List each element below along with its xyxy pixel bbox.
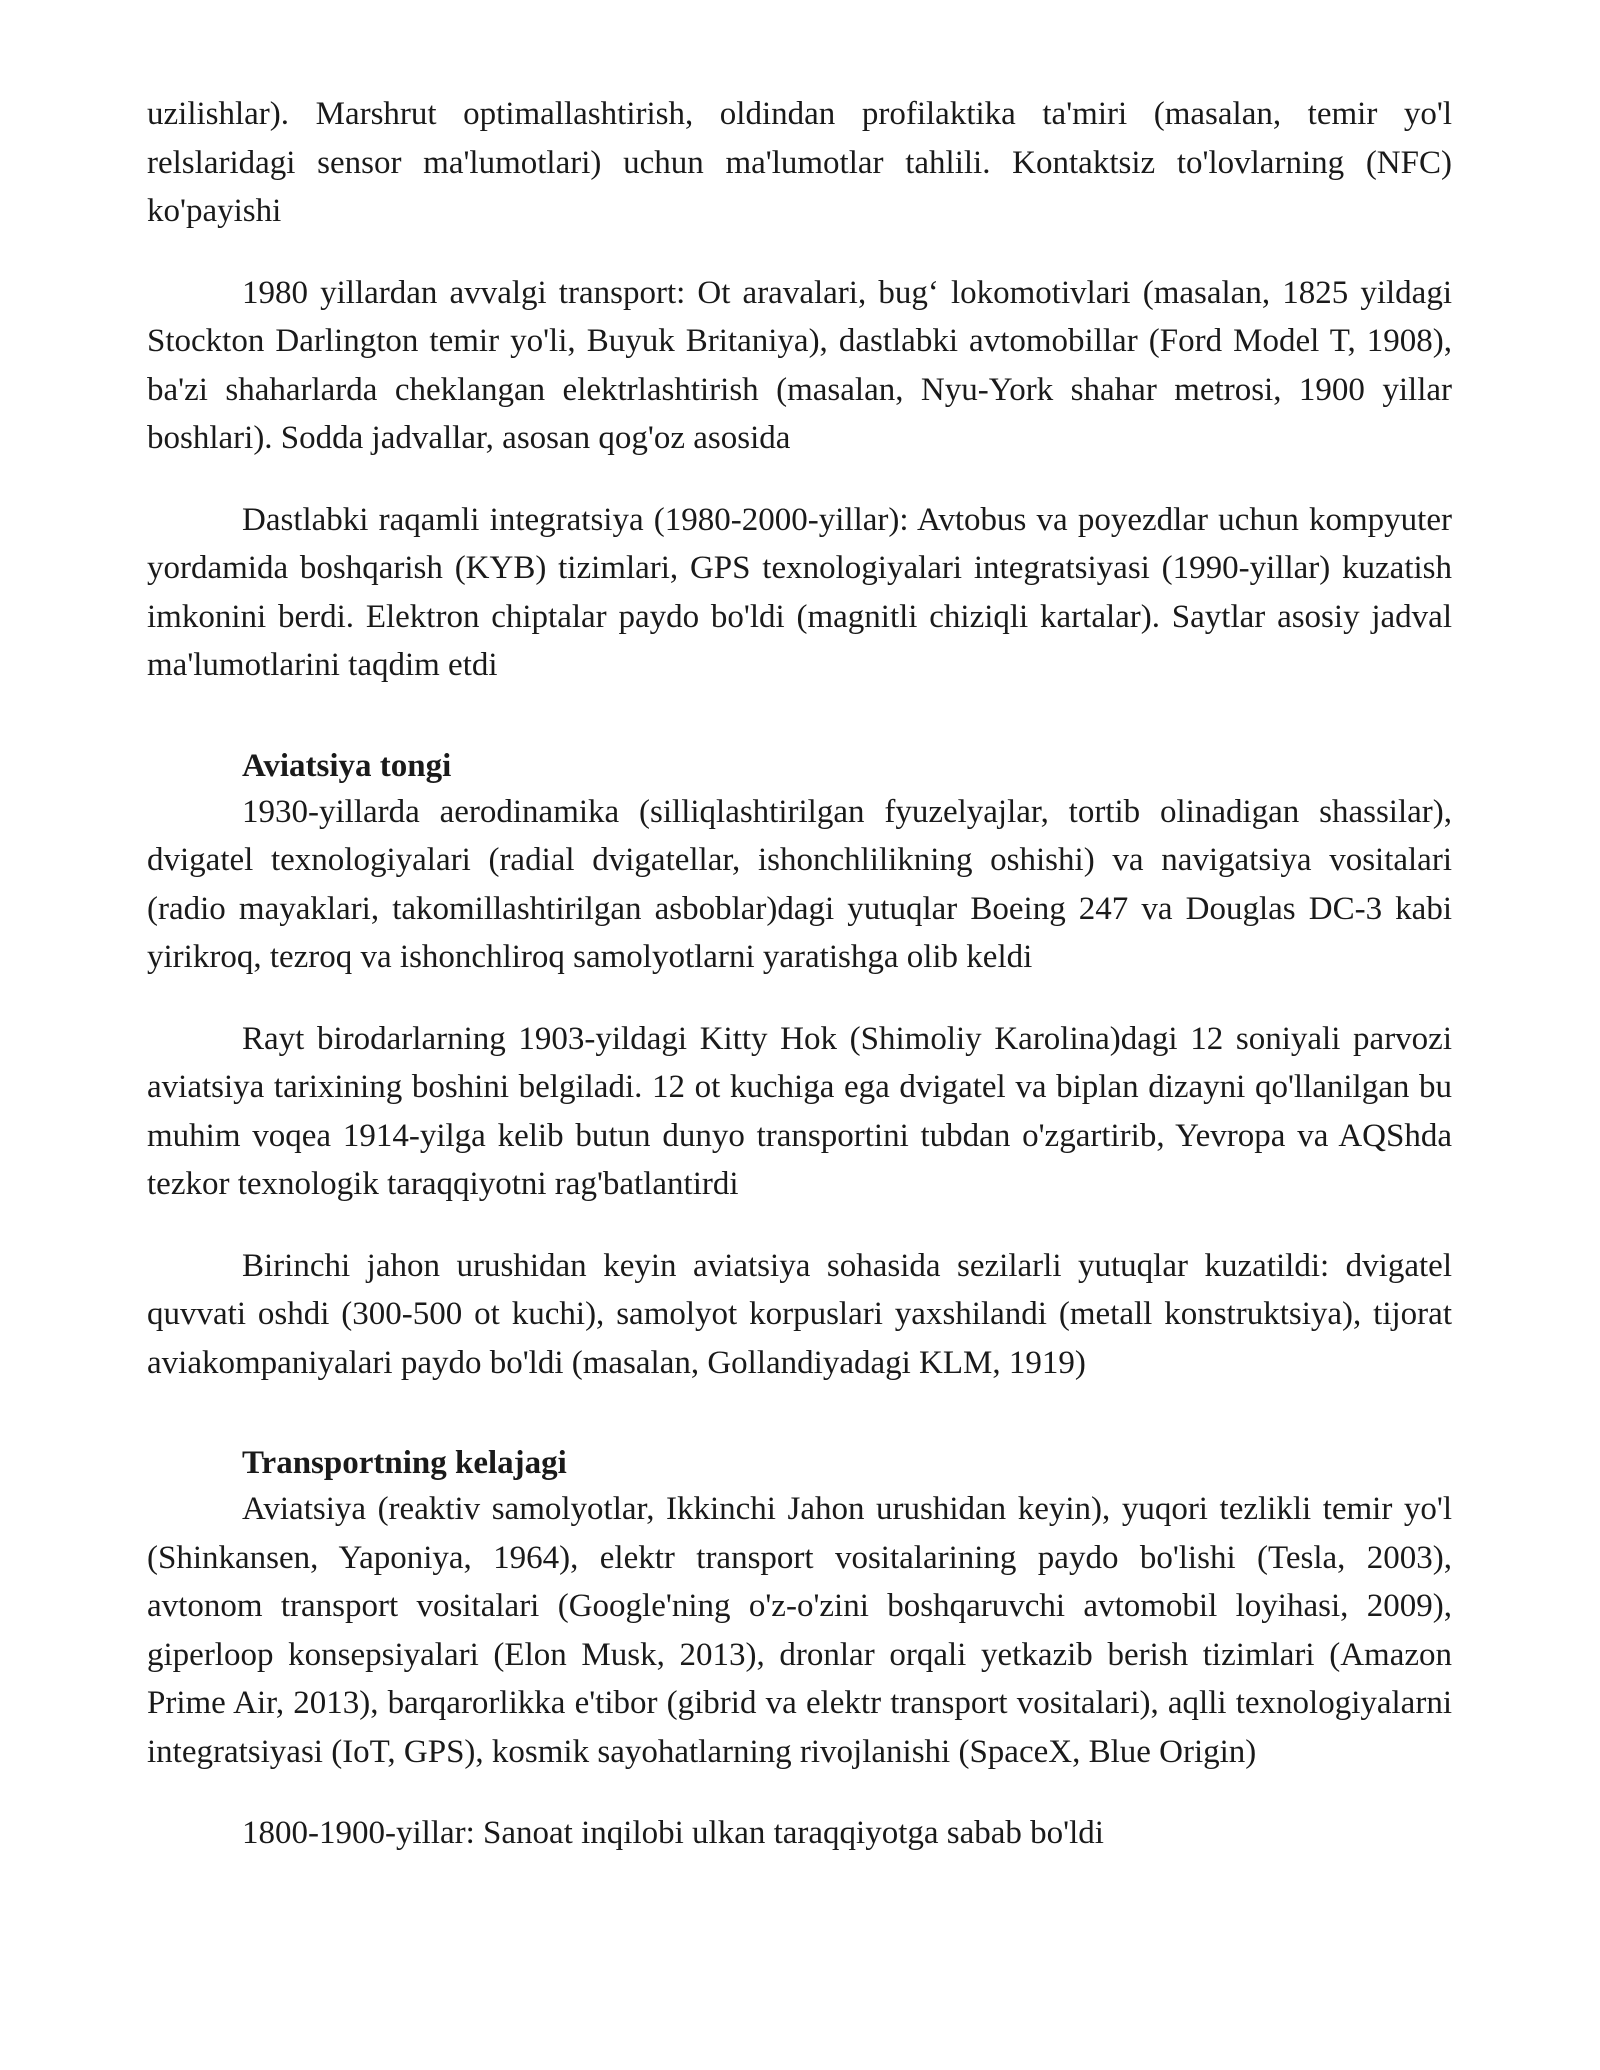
paragraph-1930s-aviation: 1930-yillarda aerodinamika (silliqlashtirilgan fyuzelyajlar, tortib olinadigan shassilar), dvigatel texnologiyalari (radial dvigatellar, ishonchlilikning oshishi) va navigatsiya vositalari (radio mayaklari, takomillashtirilgan asboblar)dagi yutuqlar Boeing 247 va Douglas DC-3 kabi yirikroq, tezroq va ishonchliroq samolyotlarni yaratishga olib keldi: [147, 793, 1452, 975]
section-future-transport: [147, 1441, 1452, 1858]
paragraph-wright-brothers: Rayt birodarlarning 1903-yildagi Kitty Hok (Shimoliy Karolina)dagi 12 soniyali parvozi aviatsiya tarixining boshini belgiladi. 12 ot kuchiga ega dvigatel va biplan dizayni qo'llanilgan bu muhim voqea 1914-yilga kelib butun dunyo transportini tubdan o'zgartirib, Yevropa va AQShda tezkor texnologik taraqqiyotni rag'batlantirdi: [147, 1020, 1452, 1202]
section-heading-aviation: Aviatsiya tongi: [242, 747, 452, 784]
paragraph-1800-1900: 1800-1900-yillar: Sanoat inqilobi ulkan taraqqiyotga sabab bo'ldi: [242, 1815, 1104, 1851]
paragraph-early-digital-integration: Dastlabki raqamli integratsiya (1980-2000-yillar): Avtobus va poyezdlar uchun kompyuter yordamida boshqarish (KYB) tizimlari, GPS texnologiyalari integratsiyasi (1990-yillar) kuzatish imkonini berdi. Elektron chiptalar paydo bo'ldi (magnitli chiziqli kartalar). Saytlar asosiy jadval ma'lumotlarini taqdim etdi: [147, 501, 1452, 683]
paragraph-future-transport: Aviatsiya (reaktiv samolyotlar, Ikkinchi Jahon urushidan keyin), yuqori tezlikli temir yo'l (Shinkansen, Yaponiya, 1964), elektr transport vositalarining paydo bo'lishi (Tesla, 2003), avtonom transport vositalari (Google'ning o'z-o'zini boshqaruvchi avtomobil loyihasi, 2009), giperloop konsepsiyalari (Elon Musk, 2013), dronlar orqali yetkazib berish tizimlari (Amazon Prime Air, 2013), barqarorlikka e'tibor (gibrid va elektr transport vositalari), aqlli texnologiyalarni integratsiyasi (IoT, GPS), kosmik sayohatlarning rivojlanishi (SpaceX, Blue Origin): [147, 1491, 1452, 1770]
paragraph-continued-data-analysis: uzilishlar). Marshrut optimallashtirish, oldindan profilaktika ta'miri (masalan, temir yo'l relslaridagi sensor ma'lumotlari) uchun ma'lumotlar tahlili. Kontaktsiz to'lovlarning (NFC) ko'payishi: [147, 96, 1452, 229]
paragraph-pre-1980-transport: 1980 yillardan avvalgi transport: Ot aravalari, bug‘ lokomotivlari (masalan, 1825 yildagi Stockton Darlington temir yo'li, Buyuk Britaniya), dastlabki avtomobillar (Ford Model T, 1908), ba'zi shaharlarda cheklangan elektrlashtirish (masalan, Nyu-York shahar metrosi, 1900 yillar boshlari). Sodda jadvallar, asosan qog'oz asosida: [147, 274, 1452, 456]
paragraph-post-ww1-aviation: Birinchi jahon urushidan keyin aviatsiya sohasida sezilarli yutuqlar kuzatildi: dvigatel quvvati oshdi (300-500 ot kuchi), samolyot korpuslari yaxshilandi (metall konstruktsiya), tijorat aviakompaniyalari paydo bo'ldi (masalan, Gollandiyadagi KLM, 1919): [147, 1247, 1452, 1381]
section-heading-future: Transportning kelajagi: [242, 1445, 567, 1481]
document-page: [147, 90, 1452, 1891]
section-aviation: [147, 744, 1452, 1388]
